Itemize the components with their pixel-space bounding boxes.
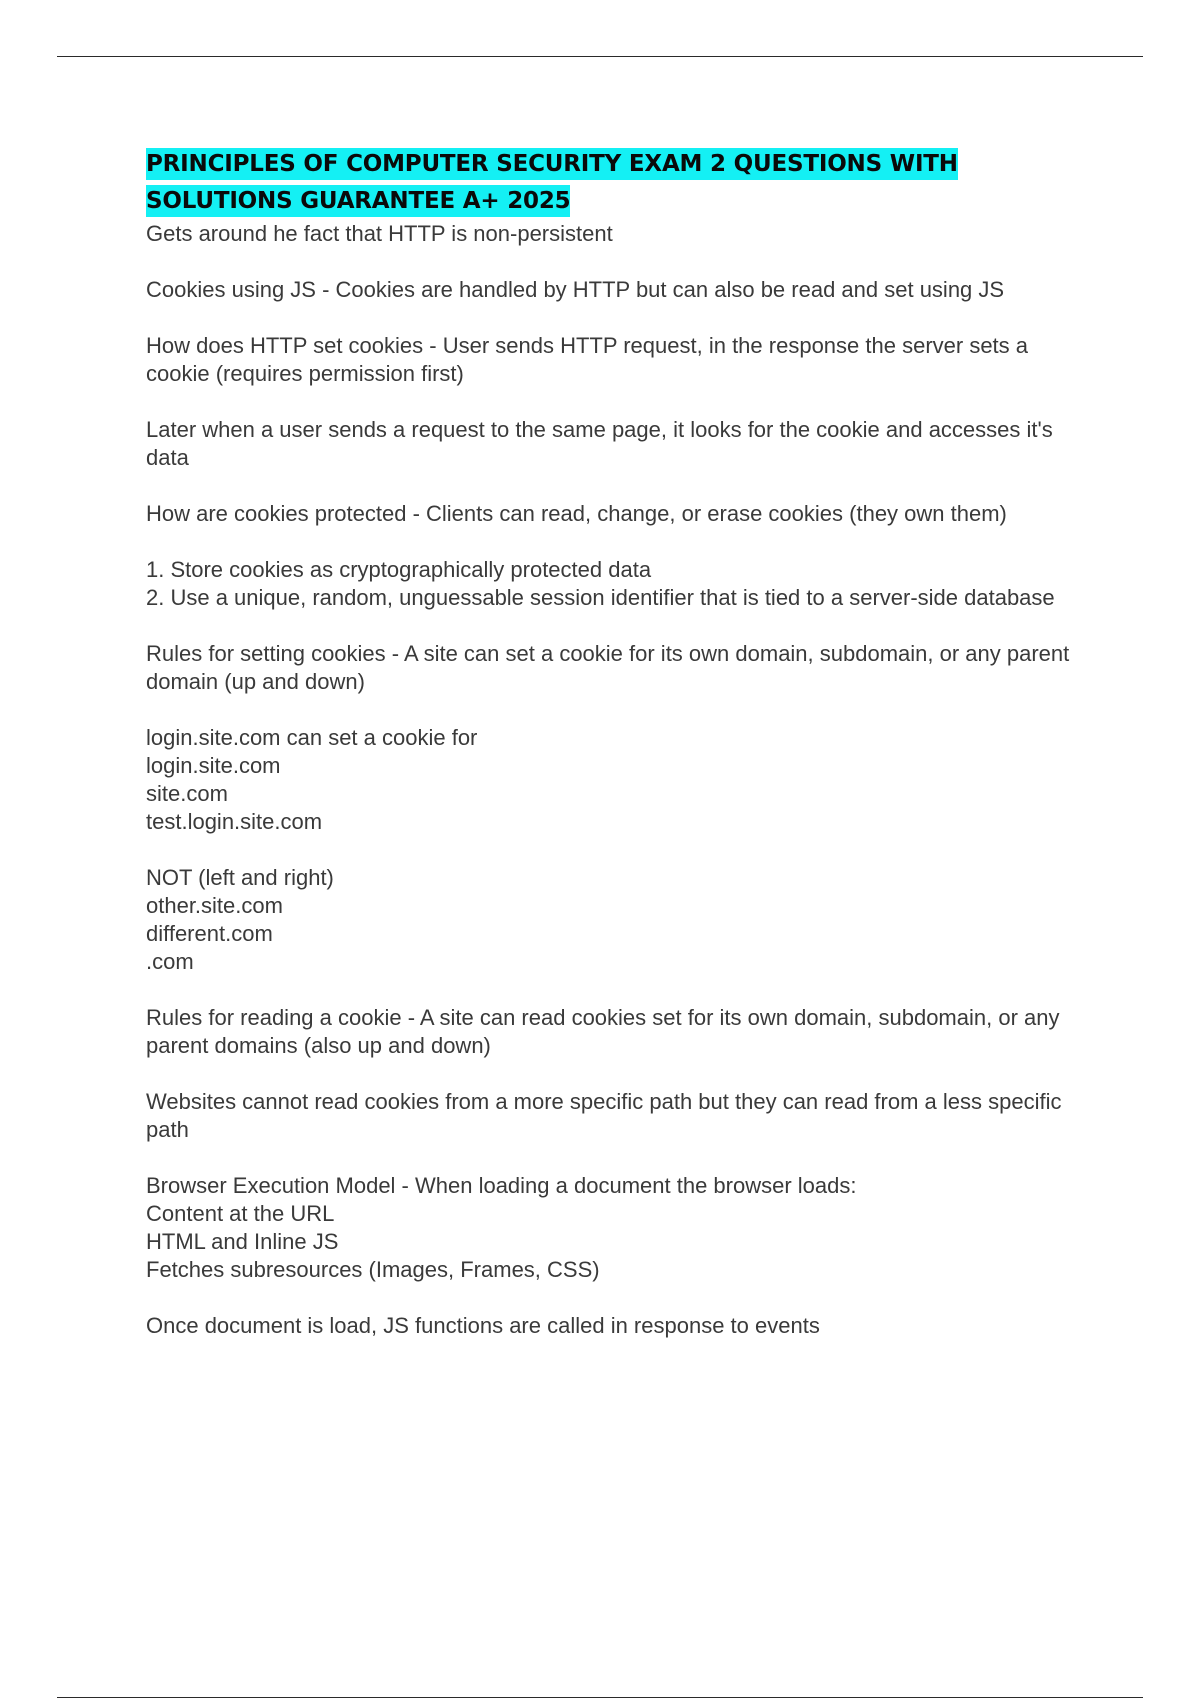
top-rule [57,56,1143,57]
text-line: Rules for reading a cookie - A site can read cookies set for its own domain, subdomain, or any parent domains (also up and down) [146,1005,1060,1058]
text-line: NOT (left and right) [146,865,334,890]
paragraph [146,332,1096,388]
text-line: other.site.com [146,893,283,918]
paragraph [146,416,1096,472]
document-content [146,146,1096,1340]
document-body [146,220,1096,1340]
text-line: .com [146,949,194,974]
text-line: HTML and Inline JS [146,1229,339,1254]
text-line: Gets around he fact that HTTP is non-persistent [146,221,613,246]
text-line: Fetches subresources (Images, Frames, CSS) [146,1257,600,1282]
bottom-rule [57,1697,1143,1698]
paragraph [146,220,1096,248]
text-line: 2. Use a unique, random, unguessable session identifier that is tied to a server-side database [146,585,1055,610]
document-title [146,146,1096,220]
paragraph [146,276,1096,304]
text-line: login.site.com can set a cookie for [146,725,478,750]
paragraph [146,1004,1096,1060]
paragraph [146,1312,1096,1340]
text-line: How does HTTP set cookies - User sends HTTP request, in the response the server sets a cookie (requires permission first) [146,333,1029,386]
text-line: How are cookies protected - Clients can read, change, or erase cookies (they own them) [146,501,1007,526]
paragraph [146,640,1096,696]
paragraph [146,724,1096,836]
paragraph [146,864,1096,976]
text-line: Once document is load, JS functions are called in response to events [146,1313,820,1338]
text-line: site.com [146,781,228,806]
text-line: login.site.com [146,753,281,778]
text-line: Websites cannot read cookies from a more specific path but they can read from a less specific path [146,1089,1062,1142]
text-line: Rules for setting cookies - A site can set a cookie for its own domain, subdomain, or any parent domain (up and down) [146,641,1070,694]
text-line: 1. Store cookies as cryptographically protected data [146,557,652,582]
text-line: Cookies using JS - Cookies are handled by HTTP but can also be read and set using JS [146,277,1005,302]
text-line: Content at the URL [146,1201,335,1226]
paragraph [146,556,1096,612]
text-line: different.com [146,921,273,946]
paragraph [146,500,1096,528]
text-line: Later when a user sends a request to the same page, it looks for the cookie and accesses it's data [146,417,1053,470]
paragraph [146,1172,1096,1284]
text-line: test.login.site.com [146,809,323,834]
title-highlight: PRINCIPLES OF COMPUTER SECURITY EXAM 2 QUESTIONS WITH SOLUTIONS GUARANTEE A+ 2025 [146,148,958,217]
text-line: Browser Execution Model - When loading a document the browser loads: [146,1173,857,1198]
paragraph [146,1088,1096,1144]
